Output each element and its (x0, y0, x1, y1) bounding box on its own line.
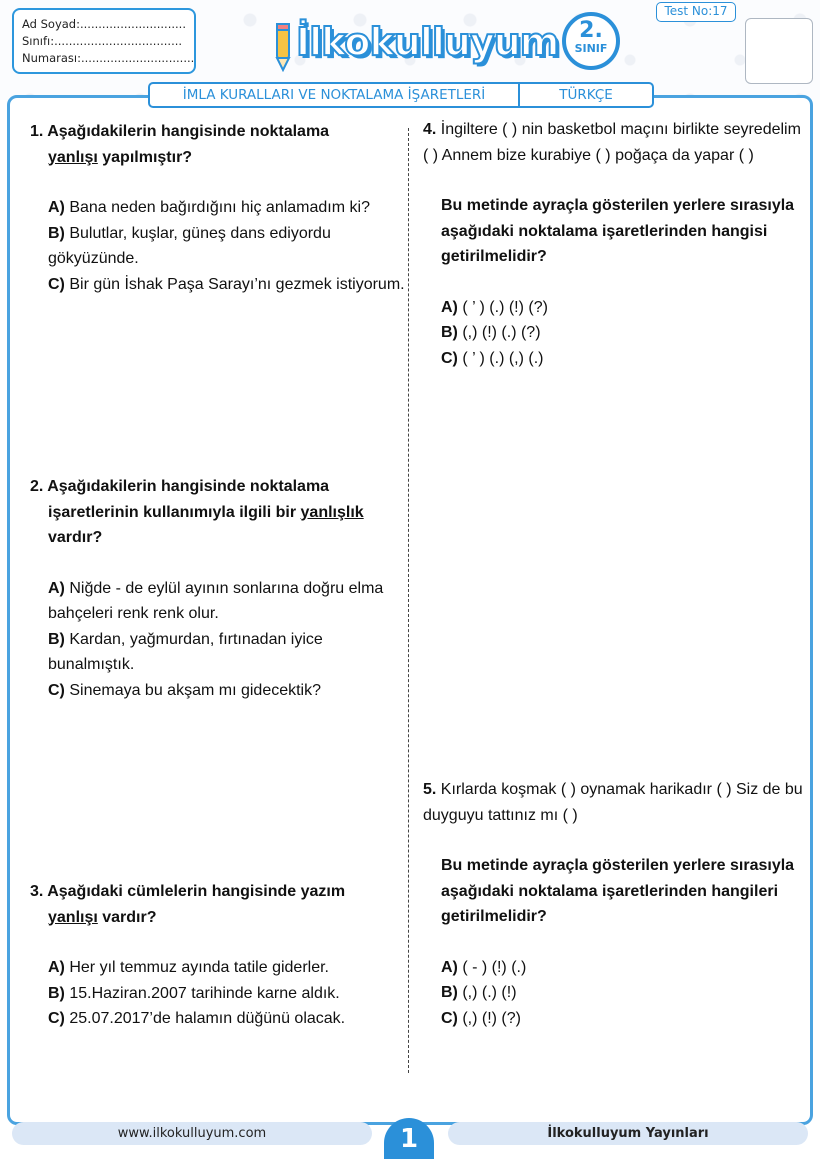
option-key: C) (48, 1010, 65, 1027)
stem-text: vardır? (48, 529, 103, 546)
question-passage (423, 117, 803, 168)
option-text: Bana neden bağırdığını hiç anlamadım ki? (64, 199, 370, 216)
question-2 (30, 474, 405, 703)
option-c[interactable] (441, 1006, 803, 1032)
option-text: Niğde - de eylül ayının sonlarına doğru elma bahçeleri renk renk olur. (48, 579, 384, 622)
class-field[interactable]: Sınıfı:................................... (22, 34, 183, 48)
option-text: 25.07.2017’de halamın düğünü olacak. (64, 1010, 346, 1027)
stem-text: yapılmıştır? (97, 148, 193, 166)
stem-text: Aşağıdakilerin hangisinde noktalama (47, 123, 330, 140)
option-key: A) (441, 958, 458, 976)
option-key: A) (48, 959, 65, 976)
option-a[interactable] (48, 576, 405, 627)
option-a[interactable] (48, 195, 405, 221)
passage-text: İngiltere ( ) nin basketbol maçını birlikte seyredelim ( ) Annem bize kurabiye ( ) poğaça da yapar ( ) (423, 121, 801, 164)
option-key: B) (48, 224, 65, 242)
stem-underlined: yanlışlık (300, 503, 364, 521)
option-key: B) (441, 324, 458, 341)
option-text: Her yıl temmuz ayında tatile giderler. (64, 959, 329, 976)
option-key: C) (48, 681, 65, 699)
passage-text: Kırlarda koşmak ( ) oynamak harikadır ( ) Siz de bu duyguyu tattınız mı ( ) (423, 781, 803, 824)
option-key: B) (48, 630, 65, 648)
option-text: (,) (!) (.) (?) (457, 324, 541, 341)
option-b[interactable] (48, 627, 405, 678)
option-key: C) (48, 275, 65, 293)
stem-underlined: yanlışı (48, 908, 98, 926)
footer-website[interactable]: www.ilkokulluyum.com (12, 1122, 372, 1145)
question-number: 2. (30, 478, 44, 495)
question-3 (30, 879, 405, 1032)
option-c[interactable] (48, 1006, 405, 1032)
stem-text: Aşağıdaki cümlelerin hangisinde yazım (47, 883, 346, 900)
options-list (30, 576, 405, 704)
logo (272, 6, 562, 80)
option-c[interactable] (48, 272, 405, 298)
logo-text: İlkokulluyum (296, 20, 559, 64)
question-passage (423, 777, 803, 828)
page-number: 1 (384, 1118, 434, 1159)
option-c[interactable] (48, 678, 405, 704)
option-key: C) (441, 349, 458, 367)
options-list (30, 195, 405, 297)
stem-underlined: yanlışı (48, 148, 98, 166)
option-key: B) (48, 984, 65, 1002)
option-text: Bir gün İshak Paşa Sarayı’nı gezmek istiyorum. (64, 275, 405, 293)
question-1 (30, 119, 405, 297)
grade-label: SINIF (574, 42, 608, 55)
option-key: A) (48, 579, 65, 597)
name-field[interactable]: Ad Soyad:............................. (22, 17, 186, 31)
footer-publisher: İlkokulluyum Yayınları (448, 1122, 808, 1145)
topic-bar (148, 82, 654, 108)
option-text: 15.Haziran.2007 tarihinde karne aldık. (64, 984, 340, 1002)
option-a[interactable] (441, 955, 803, 981)
option-a[interactable] (48, 955, 405, 981)
number-field[interactable]: Numarası:............................... (22, 51, 195, 65)
score-box (745, 18, 813, 84)
options-list (423, 295, 803, 372)
question-number: 1. (30, 123, 44, 140)
question-number: 3. (30, 883, 44, 900)
option-text: Bulutlar, kuşlar, güneş dans ediyordu gökyüzünde. (48, 224, 331, 267)
question-prompt: Bu metinde ayraçla gösterilen yerlere sırasıyla aşağıdaki noktalama işaretlerinden hangileri getirilmelidir? (441, 857, 795, 925)
option-text: ( ’ ) (.) (!) (?) (457, 298, 548, 316)
option-b[interactable] (48, 221, 405, 272)
option-b[interactable] (441, 320, 803, 346)
question-4 (423, 117, 803, 371)
question-stem (30, 879, 405, 930)
option-text: ( - ) (!) (.) (457, 958, 527, 976)
test-number: Test No:17 (656, 2, 736, 22)
question-5 (423, 777, 803, 1031)
option-key: C) (441, 1009, 458, 1027)
subject-title: TÜRKÇE (559, 87, 613, 103)
options-list (423, 955, 803, 1032)
question-stem (30, 119, 405, 170)
student-info-box (12, 8, 196, 74)
option-b[interactable] (48, 981, 405, 1007)
stem-text: işaretlerinin kullanımıyla ilgili bir (48, 503, 301, 521)
topic-title: İMLA KURALLARI VE NOKTALAMA İŞARETLERİ (150, 84, 520, 106)
question-stem (30, 474, 405, 551)
stem-text: vardır? (97, 908, 157, 926)
stem-text: Aşağıdakilerin hangisinde noktalama (47, 478, 330, 495)
grade-badge (562, 12, 620, 70)
option-a[interactable] (441, 295, 803, 321)
question-number: 4. (423, 121, 437, 138)
option-text: ( ’ ) (.) (,) (.) (457, 349, 544, 367)
question-number: 5. (423, 781, 437, 798)
column-divider (408, 128, 409, 1073)
grade-number: 2. (579, 18, 603, 43)
option-text: Kardan, yağmurdan, fırtınadan iyice bunalmıştık. (48, 630, 323, 673)
option-c[interactable] (441, 346, 803, 372)
option-text: (,) (.) (!) (457, 984, 517, 1001)
option-text: Sinemaya bu akşam mı gidecektik? (64, 681, 322, 699)
option-b[interactable] (441, 980, 803, 1006)
pencil-icon (272, 20, 294, 72)
question-prompt: Bu metinde ayraçla gösterilen yerlere sırasıyla aşağıdaki noktalama işaretlerinden hangisi getirilmelidir? (441, 197, 795, 265)
option-key: A) (441, 298, 458, 316)
option-key: A) (48, 199, 65, 216)
option-key: B) (441, 984, 458, 1001)
options-list (30, 955, 405, 1032)
option-text: (,) (!) (?) (457, 1009, 521, 1027)
